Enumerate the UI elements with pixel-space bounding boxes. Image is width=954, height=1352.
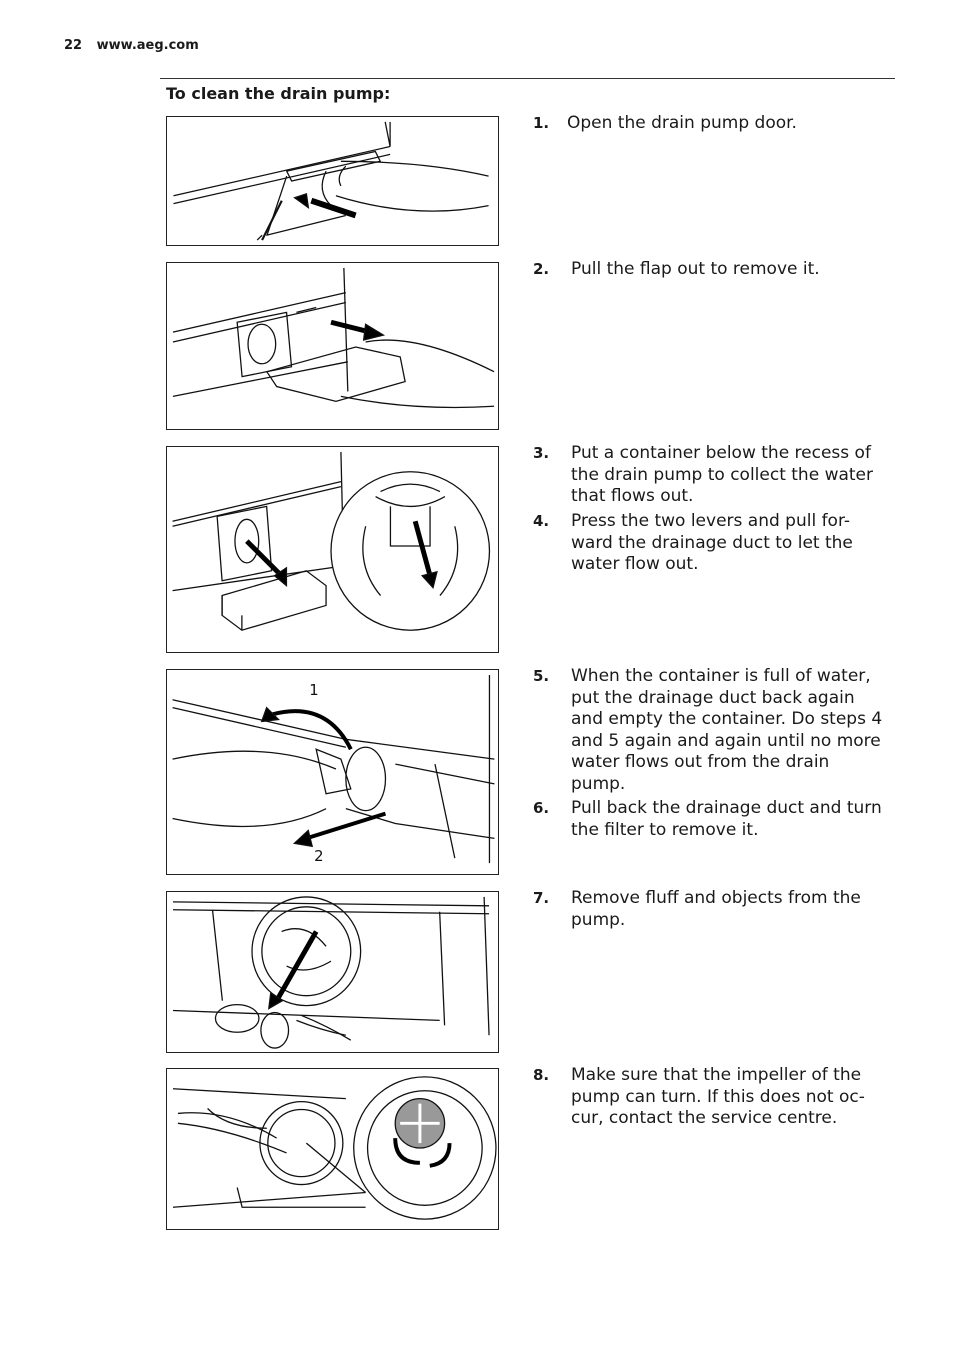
step-6-number: 6. <box>533 799 550 817</box>
illustration-remove-fluff <box>166 891 499 1053</box>
illustration-container-drain <box>166 446 499 653</box>
step-3-text: Put a container below the recess of the drain pump to collect the water that flows out. <box>571 443 873 506</box>
illustration-open-door <box>166 116 499 246</box>
website-link[interactable]: www.aeg.com <box>96 38 199 53</box>
step-5-number: 5. <box>533 667 550 685</box>
page-header <box>64 38 199 53</box>
illustration-turn-filter <box>166 669 499 875</box>
step-1-number: 1. <box>533 114 550 132</box>
page-number: 22 <box>64 38 83 53</box>
step-8-number: 8. <box>533 1066 550 1084</box>
step-2-number: 2. <box>533 260 550 278</box>
step-4-text: Press the two levers and pull for-ward the drainage duct to let the water flow out. <box>571 511 853 574</box>
fig4-label-1: 1 <box>309 680 319 699</box>
step-3-number: 3. <box>533 444 550 462</box>
illustration-check-impeller <box>166 1068 499 1230</box>
step-7-number: 7. <box>533 889 550 907</box>
step-5-text: When the container is full of water, put the drainage duct back again and empty the container. Do steps 4 and 5 again and again until no more water flows out from the drain pump. <box>571 666 883 794</box>
header-divider <box>160 78 895 79</box>
fig4-label-2: 2 <box>314 847 324 866</box>
step-8-text: Make sure that the impeller of the pump can turn. If this does not oc-cur, contact the service centre. <box>571 1065 865 1128</box>
step-6-text: Pull back the drainage duct and turn the filter to remove it. <box>571 798 882 840</box>
step-1-text: Open the drain pump door. <box>567 113 797 133</box>
step-7-text: Remove fluff and objects from the pump. <box>571 888 861 930</box>
step-2-text: Pull the flap out to remove it. <box>571 259 820 279</box>
illustration-remove-flap <box>166 262 499 430</box>
section-title: To clean the drain pump: <box>166 84 391 103</box>
step-4-number: 4. <box>533 512 550 530</box>
